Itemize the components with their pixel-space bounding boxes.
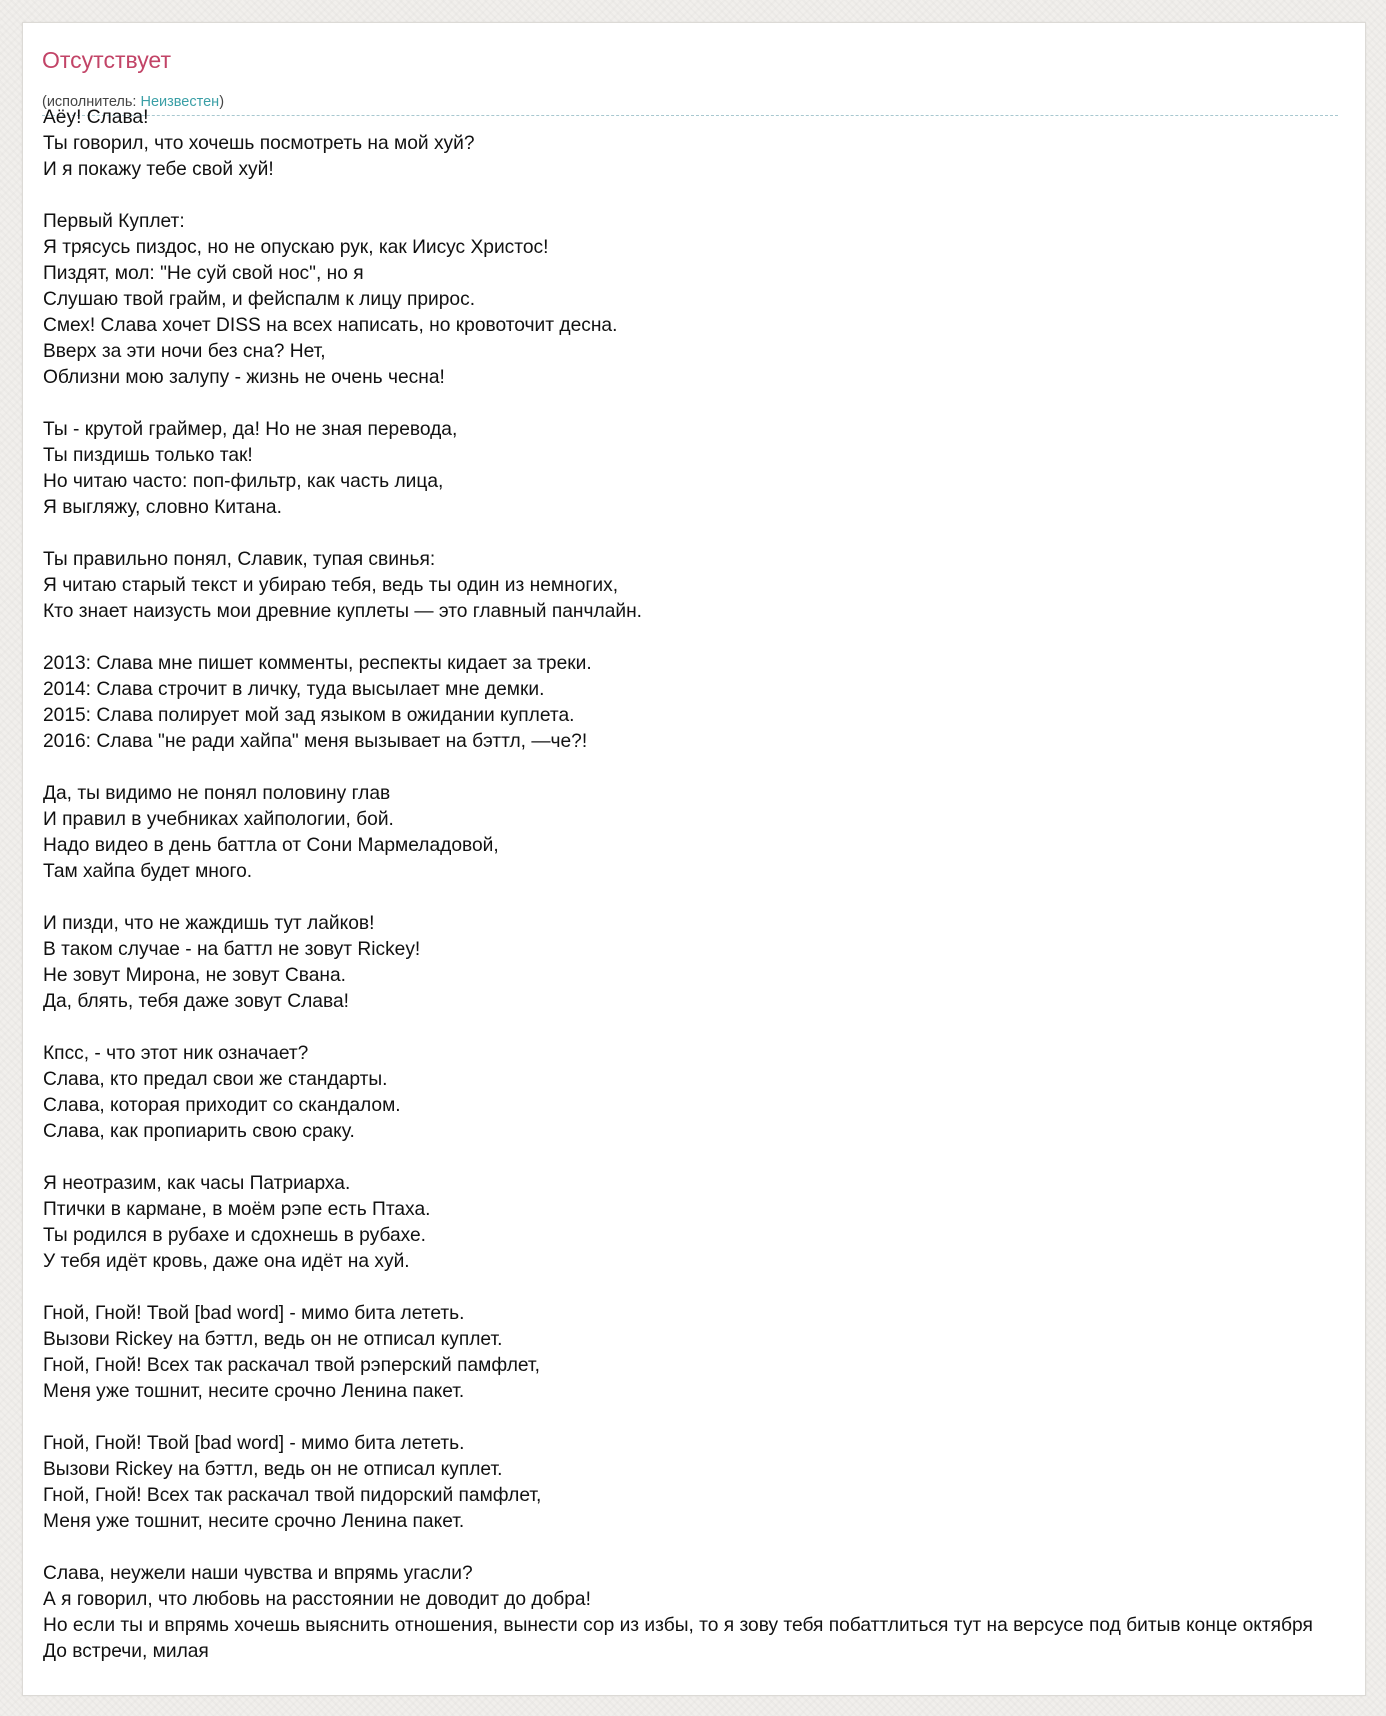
lyrics-line: Слава, кто предал свои же стандарты.	[43, 1069, 388, 1090]
lyrics-blank-line	[43, 625, 1366, 651]
lyrics-blank-line	[43, 391, 1366, 417]
lyrics-line: Слава, как пропиарить свою сраку.	[43, 1121, 355, 1142]
lyrics-blank-line	[43, 885, 1366, 911]
lyrics-line: Птички в кармане, в моём рэпе есть Птаха.	[43, 1199, 431, 1220]
lyrics-blank-line	[43, 1275, 1366, 1301]
lyrics-line: Надо видео в день баттла от Сони Мармеладовой,	[43, 835, 499, 856]
lyrics-line: Гной, Гной! Твой [bad word] - мимо бита лететь.	[43, 1433, 465, 1454]
lyrics-line: Слушаю твой грайм, и фейспалм к лицу прирос.	[43, 289, 476, 310]
lyrics-blank-line	[43, 183, 1366, 209]
lyrics-line: Ты - крутой граймер, да! Но не зная перевода,	[43, 419, 458, 440]
lyrics-line: И пизди, что не жаждишь тут лайков!	[43, 913, 375, 934]
lyrics-line: Первый Куплет:	[43, 211, 185, 232]
lyrics-line: И правил в учебниках хайпологии, бой.	[43, 809, 394, 830]
lyrics-line: Но если ты и впрямь хочешь выяснить отношения, вынести сор из избы, то я зову тебя побаттлиться тут на версусе под битыв конце октября	[43, 1615, 1313, 1636]
song-title: Отсутствует	[42, 47, 171, 73]
lyrics-line: А я говорил, что любовь на расстоянии не доводит до добра!	[43, 1589, 591, 1610]
lyrics-card	[22, 22, 1366, 1696]
lyrics-line: Я трясусь пиздос, но не опускаю рук, как Иисус Христос!	[43, 237, 549, 258]
lyrics-line: Смех! Слава хочет DISS на всех написать, но кровоточит десна.	[43, 315, 618, 336]
lyrics-line: Не зовут Мирона, не зовут Свана.	[43, 965, 347, 986]
lyrics-line: Ты говорил, что хочешь посмотреть на мой хуй?	[43, 133, 475, 154]
lyrics-blank-line	[43, 1535, 1366, 1561]
lyrics-line: В таком случае - на баттл не зовут Rickey!	[43, 939, 421, 960]
lyrics-line: Да, ты видимо не понял половину глав	[43, 783, 391, 804]
lyrics-blank-line	[43, 1405, 1366, 1431]
lyrics-line: Вверх за эти ночи без сна? Нет,	[43, 341, 326, 362]
lyrics-line: 2014: Слава строчит в личку, туда высылает мне демки.	[43, 679, 545, 700]
byline-suffix: )	[219, 94, 225, 110]
lyrics-line: Гной, Гной! Твой [bad word] - мимо бита лететь.	[43, 1303, 465, 1324]
lyrics-line: Там хайпа будет много.	[43, 861, 253, 882]
lyrics-line: Да, блять, тебя даже зовут Слава!	[43, 991, 349, 1012]
lyrics-line: Я неотразим, как часы Патриарха.	[43, 1173, 351, 1194]
lyrics-blank-line	[43, 521, 1366, 547]
lyrics-line: Слава, неужели наши чувства и впрямь угасли?	[43, 1563, 473, 1584]
lyrics-line: До встречи, милая	[43, 1641, 209, 1662]
lyrics-line: Облизни мою залупу - жизнь не очень чесна!	[43, 367, 445, 388]
lyrics-line: И я покажу тебе свой хуй!	[43, 159, 274, 180]
lyrics-line: Но читаю часто: поп-фильтр, как часть лица,	[43, 471, 444, 492]
lyrics-line: Гной, Гной! Всех так раскачал твой пидорский памфлет,	[43, 1485, 542, 1506]
lyrics-blank-line	[43, 1015, 1366, 1041]
lyrics-blank-line	[43, 1145, 1366, 1171]
lyrics-line: Я читаю старый текст и убираю тебя, ведь ты один из немногих,	[43, 575, 619, 596]
lyrics-text	[43, 105, 1366, 1665]
lyrics-line: Вызови Rickey на бэттл, ведь он не отписал куплет.	[43, 1329, 503, 1350]
lyrics-line: Кто знает наизусть мои древние куплеты — это главный панчлайн.	[43, 601, 643, 622]
lyrics-line: Меня уже тошнит, несите срочно Ленина пакет.	[43, 1511, 465, 1532]
lyrics-blank-line	[43, 755, 1366, 781]
lyrics-line: 2016: Слава "не ради хайпа" меня вызывает на бэттл, —че?!	[43, 731, 588, 752]
lyrics-line: Вызови Rickey на бэттл, ведь он не отписал куплет.	[43, 1459, 503, 1480]
lyrics-line: 2013: Слава мне пишет комменты, респекты кидает за треки.	[43, 653, 592, 674]
lyrics-line: Аёу! Слава!	[43, 107, 149, 128]
lyrics-line: Ты правильно понял, Славик, тупая свинья:	[43, 549, 436, 570]
lyrics-line: 2015: Слава полирует мой зад языком в ожидании куплета.	[43, 705, 575, 726]
lyrics-line: Ты родился в рубахе и сдохнешь в рубахе.	[43, 1225, 426, 1246]
lyrics-line: Меня уже тошнит, несите срочно Ленина пакет.	[43, 1381, 465, 1402]
lyrics-line: У тебя идёт кровь, даже она идёт на хуй.	[43, 1251, 410, 1272]
lyrics-line: Гной, Гной! Всех так раскачал твой рэперский памфлет,	[43, 1355, 540, 1376]
lyrics-line: Кпсс, - что этот ник означает?	[43, 1043, 309, 1064]
lyrics-line: Слава, которая приходит со скандалом.	[43, 1095, 401, 1116]
lyrics-line: Я выгляжу, словно Китана.	[43, 497, 282, 518]
lyrics-line: Пиздят, мол: "Не суй свой нос", но я	[43, 263, 364, 284]
byline-prefix: (исполнитель:	[42, 94, 141, 110]
artist-link[interactable]: Неизвестен	[140, 94, 220, 110]
lyrics-line: Ты пиздишь только так!	[43, 445, 253, 466]
